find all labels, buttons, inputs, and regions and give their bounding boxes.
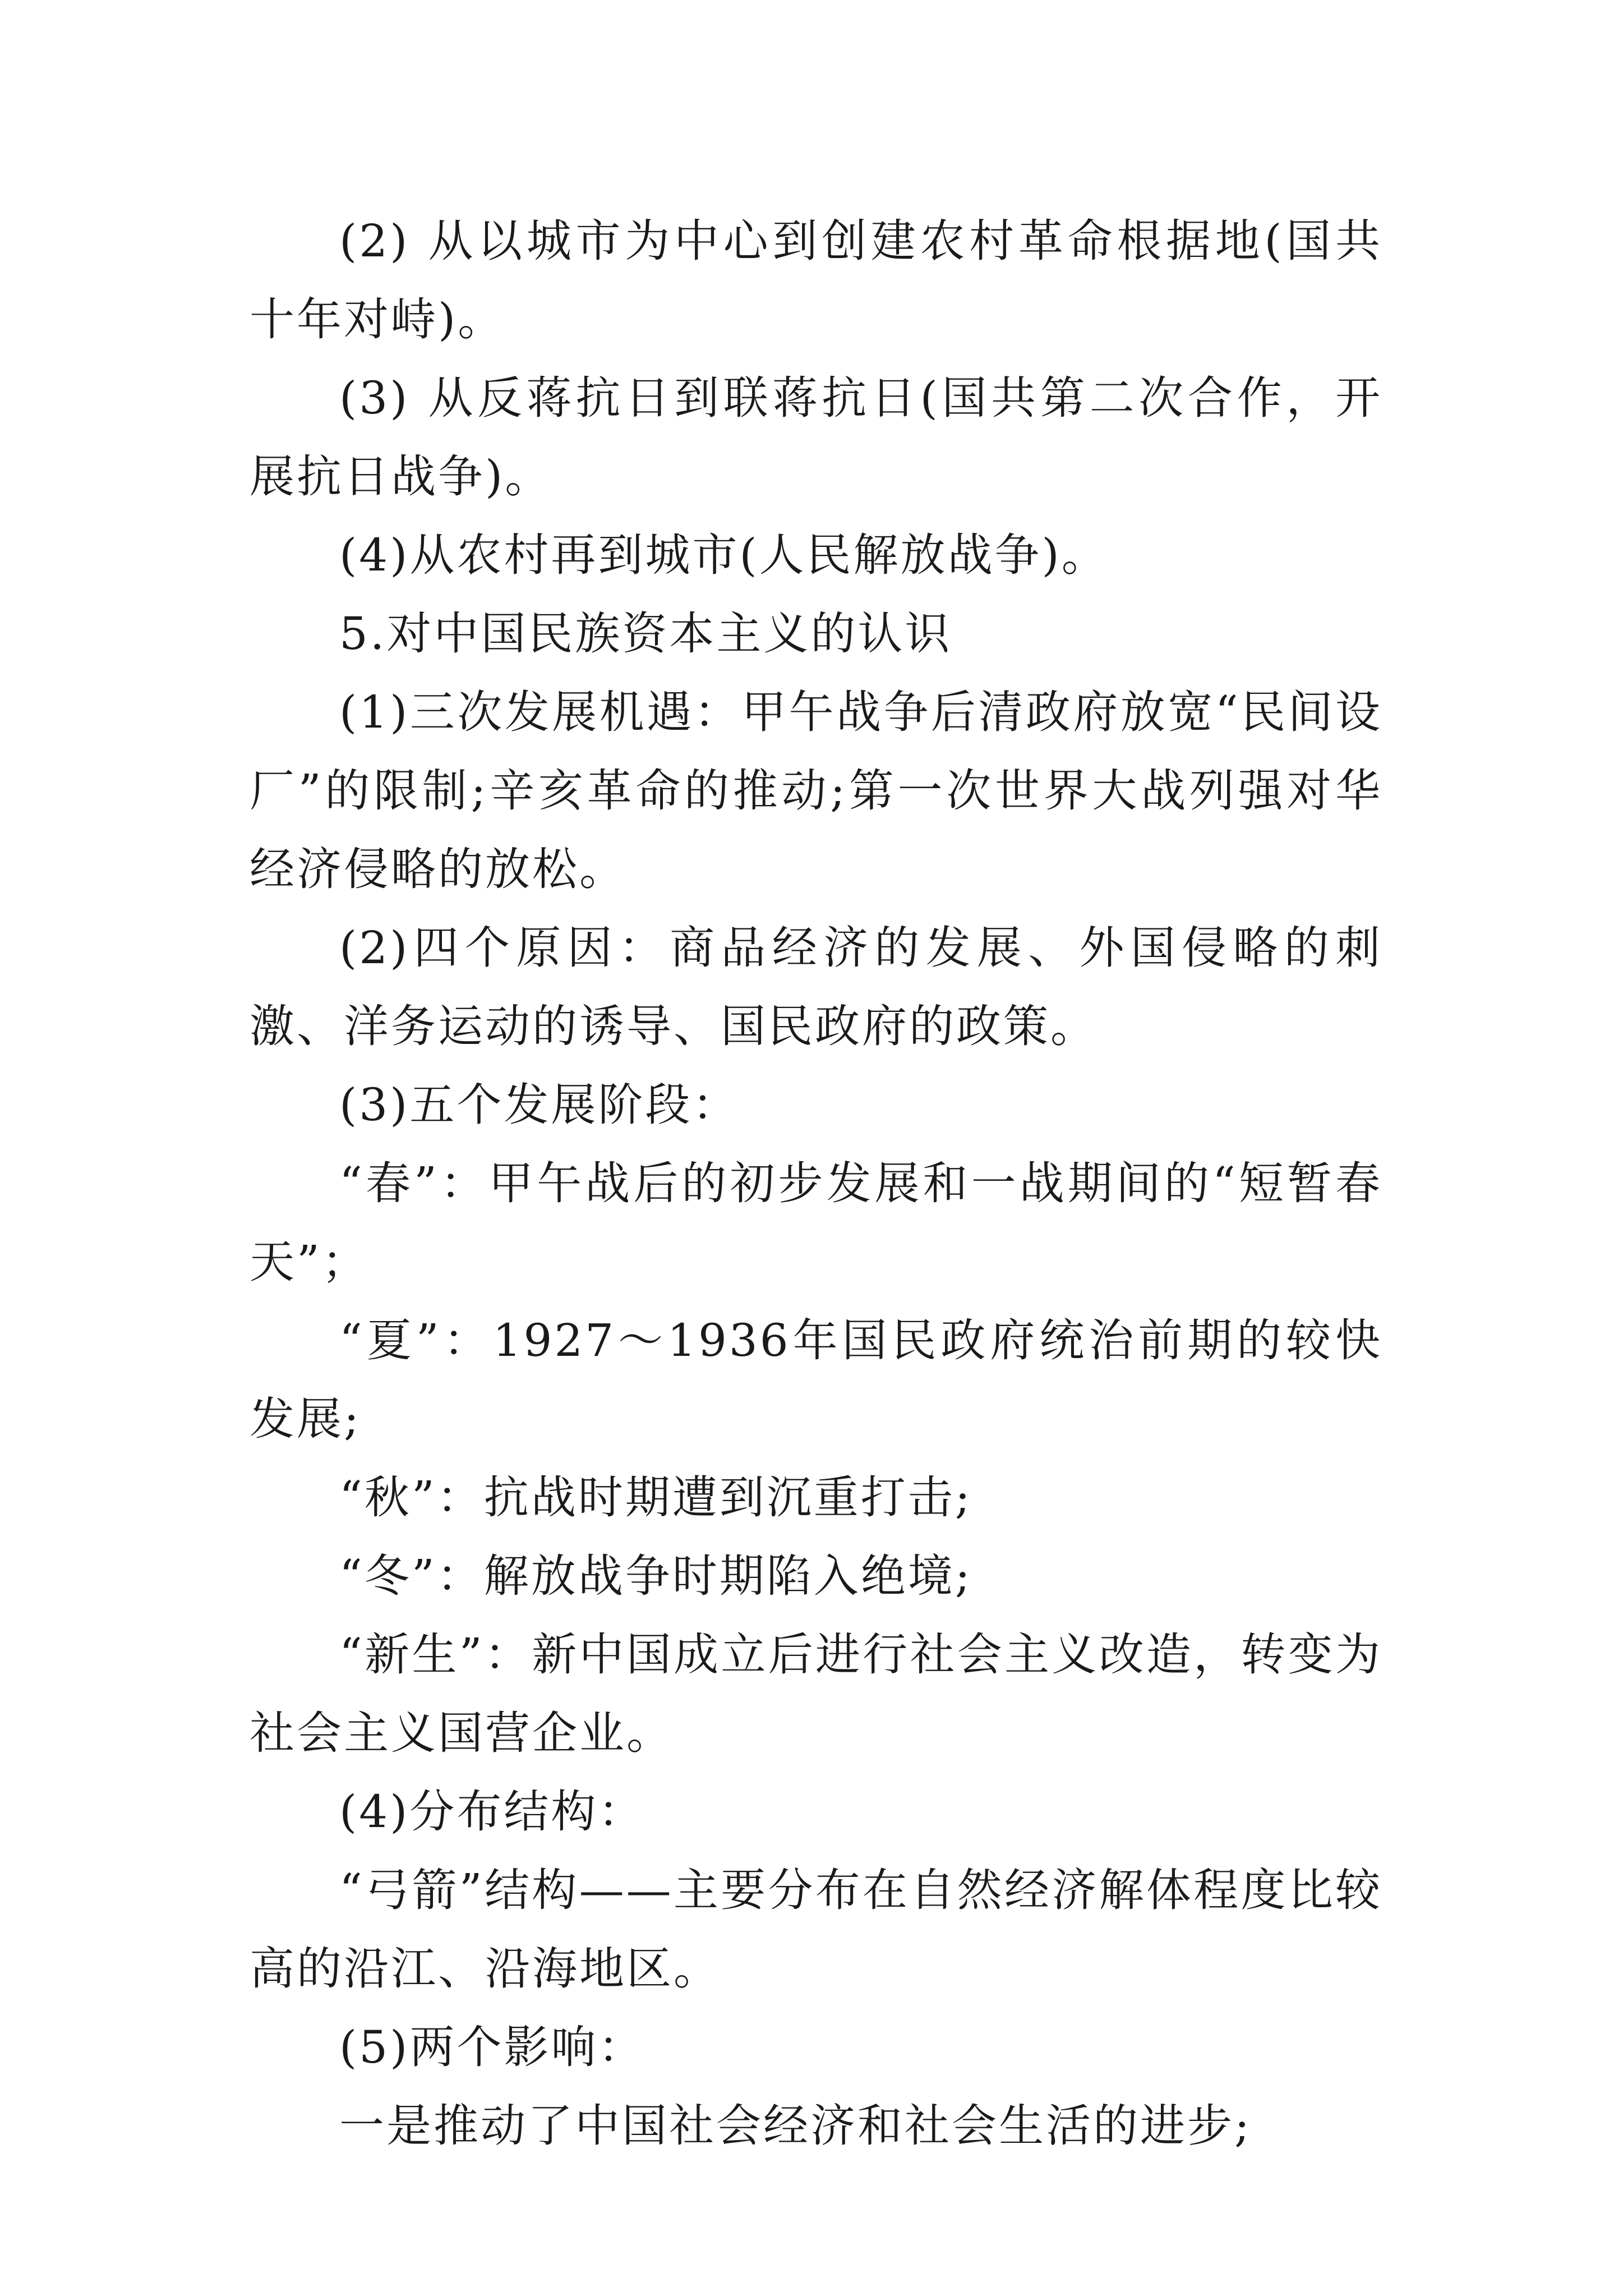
paragraph-10: “冬”：解放战争时期陷入绝境;	[339, 1550, 972, 1602]
paragraph-2: (3) 从反蒋抗日到联蒋抗日(国共第二次合作，开展抗日战争)。	[250, 372, 1382, 503]
paragraph-15: 一是推动了中国社会经济和社会生活的进步;	[339, 2100, 1252, 2152]
paragraph-1: (2) 从以城市为中心到创建农村革命根据地(国共十年对峙)。	[250, 215, 1382, 346]
paragraph-11: “新生”：新中国成立后进行社会主义改造，转变为社会主义国营企业。	[250, 1628, 1382, 1759]
paragraph-8: “夏”：1927～1936年国民政府统治前期的较快发展;	[250, 1314, 1382, 1445]
paragraph-7: “春”：甲午战后的初步发展和一战期间的“短暂春天”；	[250, 1157, 1382, 1288]
paragraph-6: (3)五个发展阶段：	[339, 1079, 740, 1131]
paragraph-3: (4)从农村再到城市(人民解放战争)。	[339, 529, 1109, 581]
section-heading: 5.对中国民族资本主义的认识	[339, 608, 952, 660]
document-body	[250, 202, 1382, 2165]
paragraph-9: “秋”：抗战时期遭到沉重打击;	[339, 1471, 972, 1524]
paragraph-13: “弓箭”结构——主要分布在自然经济解体程度比较高的沿江、沿海地区。	[250, 1864, 1382, 1995]
paragraph-12: (4)分布结构：	[339, 1786, 645, 1838]
paragraph-5: (2)四个原因：商品经济的发展、外国侵略的刺激、洋务运动的诱导、国民政府的政策。	[250, 922, 1382, 1052]
paragraph-14: (5)两个影响：	[339, 2021, 645, 2073]
paragraph-4: (1)三次发展机遇：甲午战争后清政府放宽“民间设厂”的限制;辛亥革命的推动;第一次世界大战列强对华经济侵略的放松。	[250, 686, 1382, 895]
